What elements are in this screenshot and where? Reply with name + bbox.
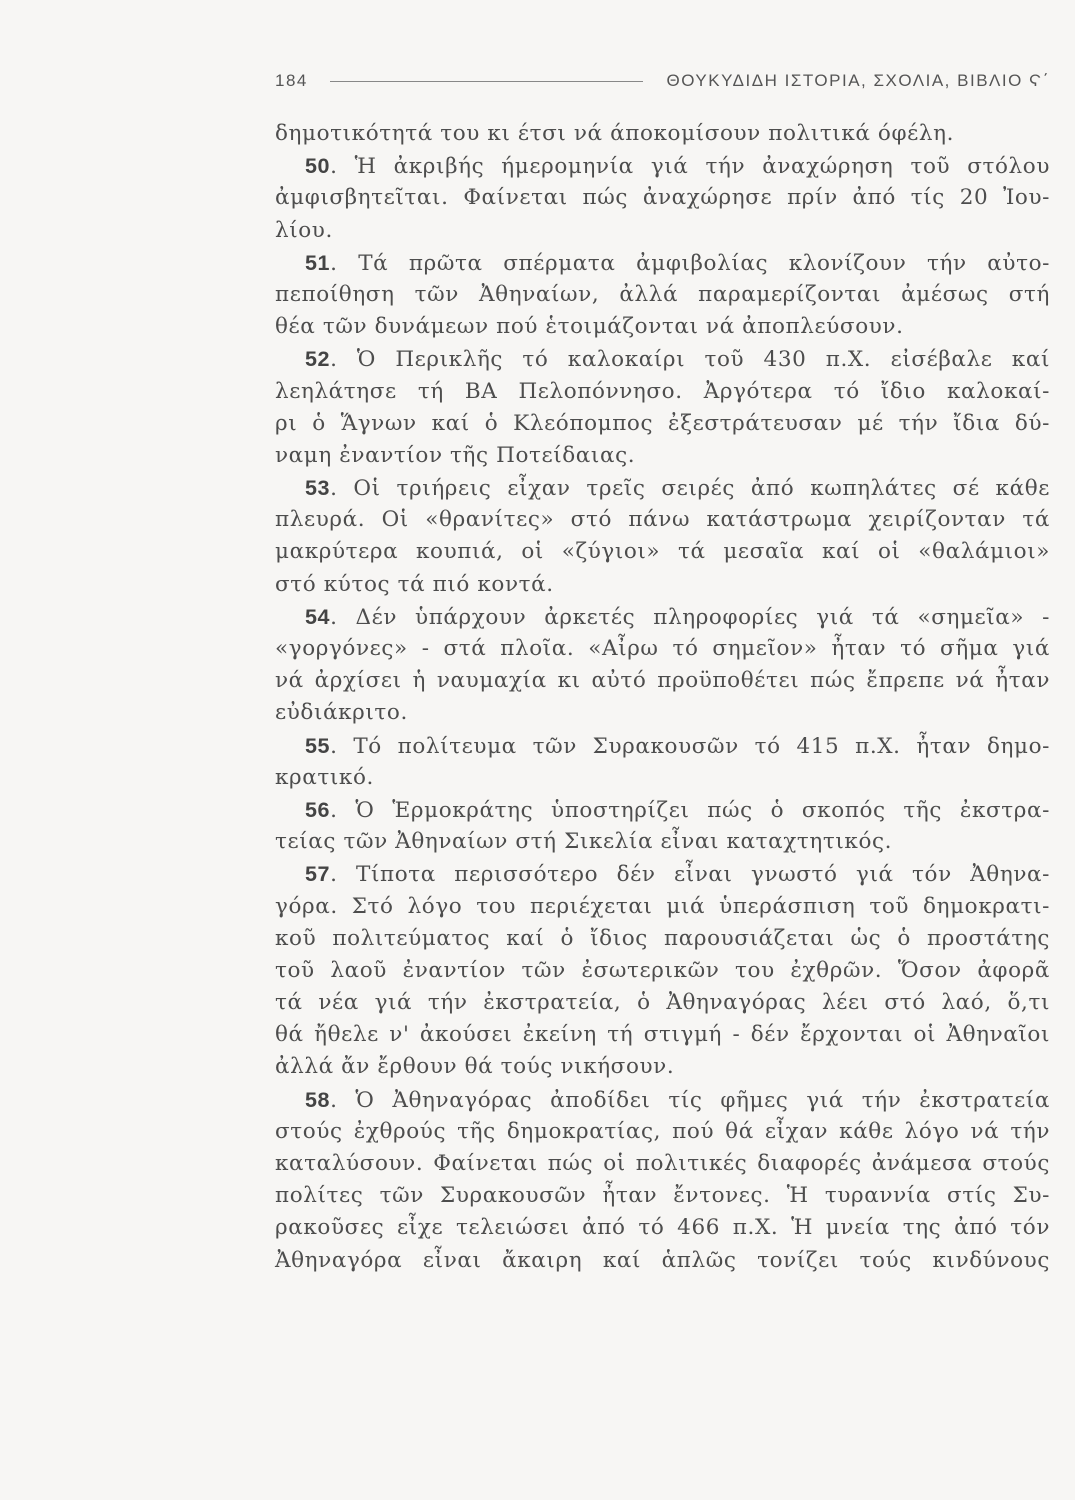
text-line: [275, 247, 1050, 279]
text-line: [275, 923, 1050, 955]
line-text: ναμη ἐναντίον τῆς Ποτείδαιας.: [275, 442, 636, 468]
text-line: [275, 182, 1050, 214]
header-rule: [330, 81, 643, 82]
text-line: [275, 891, 1050, 923]
text-line: [275, 118, 1050, 150]
line-text: πολίτες τῶν Συρακουσῶν ἦταν ἔντονες. Ἡ τυραννία στίς Συ-: [275, 1183, 1050, 1209]
text-line: [275, 504, 1050, 536]
text-line: [275, 665, 1050, 697]
line-text: . Δέν ὑπάρχουν ἀρκετές πληροφορίες γιά τά «σημεῖα» -: [330, 604, 1050, 630]
line-text: . Ὁ Περικλῆς τό καλοκαίρι τοῦ 430 π.Χ. εἰσέβαλε καί: [330, 347, 1050, 373]
note-number: 50: [305, 154, 331, 179]
line-text: ρακοῦσες εἶχε τελειώσει ἀπό τό 466 π.Χ. Ἡ μνεία της ἀπό τόν: [275, 1215, 1050, 1241]
text-line: [275, 1084, 1050, 1116]
line-text: «γοργόνες» - στά πλοῖα. «Αἶρω τό σημεῖον» ἦταν τό σῆμα γιά: [275, 636, 1050, 661]
note-number: 58: [305, 1087, 331, 1112]
text-line: [275, 794, 1050, 826]
line-text: τοῦ λαοῦ ἐναντίον τῶν ἐσωτερικῶν του ἐχθρῶν. Ὅσον ἀφορᾶ: [275, 957, 1050, 983]
running-header: [275, 70, 1050, 92]
text-line: [275, 279, 1050, 311]
text-line: [275, 1148, 1050, 1180]
line-text: . Τά πρῶτα σπέρματα ἀμφιβολίας κλονίζουν τήν αὐτο-: [330, 250, 1050, 276]
text-line: [275, 311, 1050, 343]
note-number: 54: [305, 604, 331, 629]
running-title: ΘΟΥΚΥΔΙΔΗ ΙΣΤΟΡΙΑ, ΣΧΟΛΙΑ, ΒΙΒΛΙΟ Ϛ΄: [666, 71, 1050, 90]
text-line: [275, 601, 1050, 633]
line-text: πεποίθηση τῶν Ἀθηναίων, ἀλλά παραμερίζονται ἀμέσως στή: [275, 281, 1050, 307]
line-text: στούς ἐχθρούς τῆς δημοκρατίας, πού θά εἶχαν κάθε λόγο νά τήν: [275, 1118, 1050, 1144]
note-number: 51: [305, 250, 331, 275]
text-line: [275, 1051, 1050, 1083]
text-line: [275, 1180, 1050, 1212]
text-line: [275, 1212, 1050, 1244]
text-line: [275, 1245, 1050, 1277]
line-text: τείας τῶν Ἀθηναίων στή Σικελία εἶναι καταχτητικός.: [275, 829, 893, 855]
line-text: . Ὁ Ἑρμοκράτης ὑποστηρίζει πώς ὁ σκοπός τῆς ἐκστρα-: [330, 797, 1050, 823]
line-text: γόρα. Στό λόγο του περιέχεται μιά ὑπεράσπιση τοῦ δημοκρατι-: [275, 893, 1050, 919]
text-line: [275, 955, 1050, 987]
text-line: [275, 730, 1050, 762]
line-text: λίου.: [275, 217, 333, 243]
line-text: . Τό πολίτευμα τῶν Συρακουσῶν τό 415 π.Χ. ἦταν δημο-: [330, 733, 1050, 759]
line-text: δημοτικότητά του κι έτσι νά άποκομίσουν πολιτικά όφέλη.: [275, 121, 955, 146]
line-text: εὐδιάκριτο.: [275, 700, 408, 726]
line-text: κρατικό.: [275, 764, 374, 790]
text-line: [275, 215, 1050, 247]
text-line: [275, 762, 1050, 794]
body-text: [275, 118, 1050, 1277]
text-line: [275, 472, 1050, 504]
line-text: τά νέα γιά τήν ἐκστρατεία, ὁ Ἀθηναγόρας λέει στό λαό, ὅ,τι: [275, 990, 1050, 1016]
text-line: [275, 569, 1050, 601]
line-text: νά ἀρχίσει ἡ ναυμαχία κι αὐτό προϋποθέτει πώς ἔπρεπε νά ἦταν: [275, 668, 1050, 694]
line-text: . Οἱ τριήρεις εἶχαν τρεῖς σειρές ἀπό κωπηλάτες σέ κάθε: [330, 476, 1050, 502]
line-text: ρι ὁ Ἅγνων καί ὁ Κλεόπομπος ἐξεστράτευσαν μέ τήν ἴδια δύ-: [275, 410, 1050, 436]
note-number: 56: [305, 797, 331, 822]
text-line: [275, 633, 1050, 665]
text-line: [275, 987, 1050, 1019]
text-line: [275, 150, 1050, 182]
line-text: μακρύτερα κουπιά, οἱ «ζύγιοι» τά μεσαῖα καί οἱ «θαλάμιοι»: [275, 539, 1050, 565]
text-line: [275, 858, 1050, 890]
line-text: . Ὁ Ἀθηναγόρας ἀποδίδει τίς φῆμες γιά τήν ἐκστρατεία: [330, 1087, 1050, 1113]
line-text: . Ἡ ἀκριβής ήμερομηνία γιά τήν ἀναχώρηση τοῦ στόλου: [330, 154, 1050, 180]
note-number: 52: [305, 347, 331, 372]
line-text: πλευρά. Οἱ «θρανίτες» στό πάνω κατάστρωμα χειρίζονταν τά: [275, 507, 1050, 533]
line-text: . Τίποτα περισσότερο δέν εἶναι γνωστό γιά τόν Ἀθηνα-: [330, 862, 1050, 888]
text-line: [275, 697, 1050, 729]
note-number: 55: [305, 733, 331, 758]
text-line: [275, 1019, 1050, 1051]
line-text: στό κύτος τά πιό κοντά.: [275, 571, 554, 597]
text-line: [275, 376, 1050, 408]
text-line: [275, 826, 1050, 858]
line-text: θά ἤθελε ν' ἀκούσει ἐκείνη τή στιγμή - δέν ἔρχονται οἱ Ἀθηναῖοι: [275, 1022, 1050, 1048]
line-text: ἀλλά ἄν ἔρθουν θά τούς νικήσουν.: [275, 1054, 675, 1080]
page-number: 184: [275, 71, 308, 90]
line-text: λεηλάτησε τή ΒΑ Πελοπόννησο. Ἀργότερα τό ἴδιο καλοκαί-: [275, 378, 1050, 404]
text-line: [275, 440, 1050, 472]
text-line: [275, 536, 1050, 568]
text-line: [275, 343, 1050, 375]
note-number: 57: [305, 862, 331, 887]
line-text: καταλύσουν. Φαίνεται πώς οἱ πολιτικές διαφορές ἀνάμεσα στούς: [275, 1151, 1050, 1176]
line-text: κοῦ πολιτεύματος καί ὁ ἴδιος παρουσιάζεται ὡς ὁ προστάτης: [275, 925, 1050, 951]
note-number: 53: [305, 476, 331, 501]
line-text: Ἀθηναγόρα εἶναι ἄκαιρη καί ἁπλῶς τονίζει τούς κινδύνους: [275, 1247, 1050, 1273]
line-text: θέα τῶν δυνάμεων πού ἑτοιμάζονται νά ἀποπλεύσουν.: [275, 314, 904, 340]
line-text: ἀμφισβητεῖται. Φαίνεται πώς ἀναχώρησε πρίν ἀπό τίς 20 Ἰου-: [275, 185, 1050, 211]
text-line: [275, 408, 1050, 440]
text-line: [275, 1116, 1050, 1148]
